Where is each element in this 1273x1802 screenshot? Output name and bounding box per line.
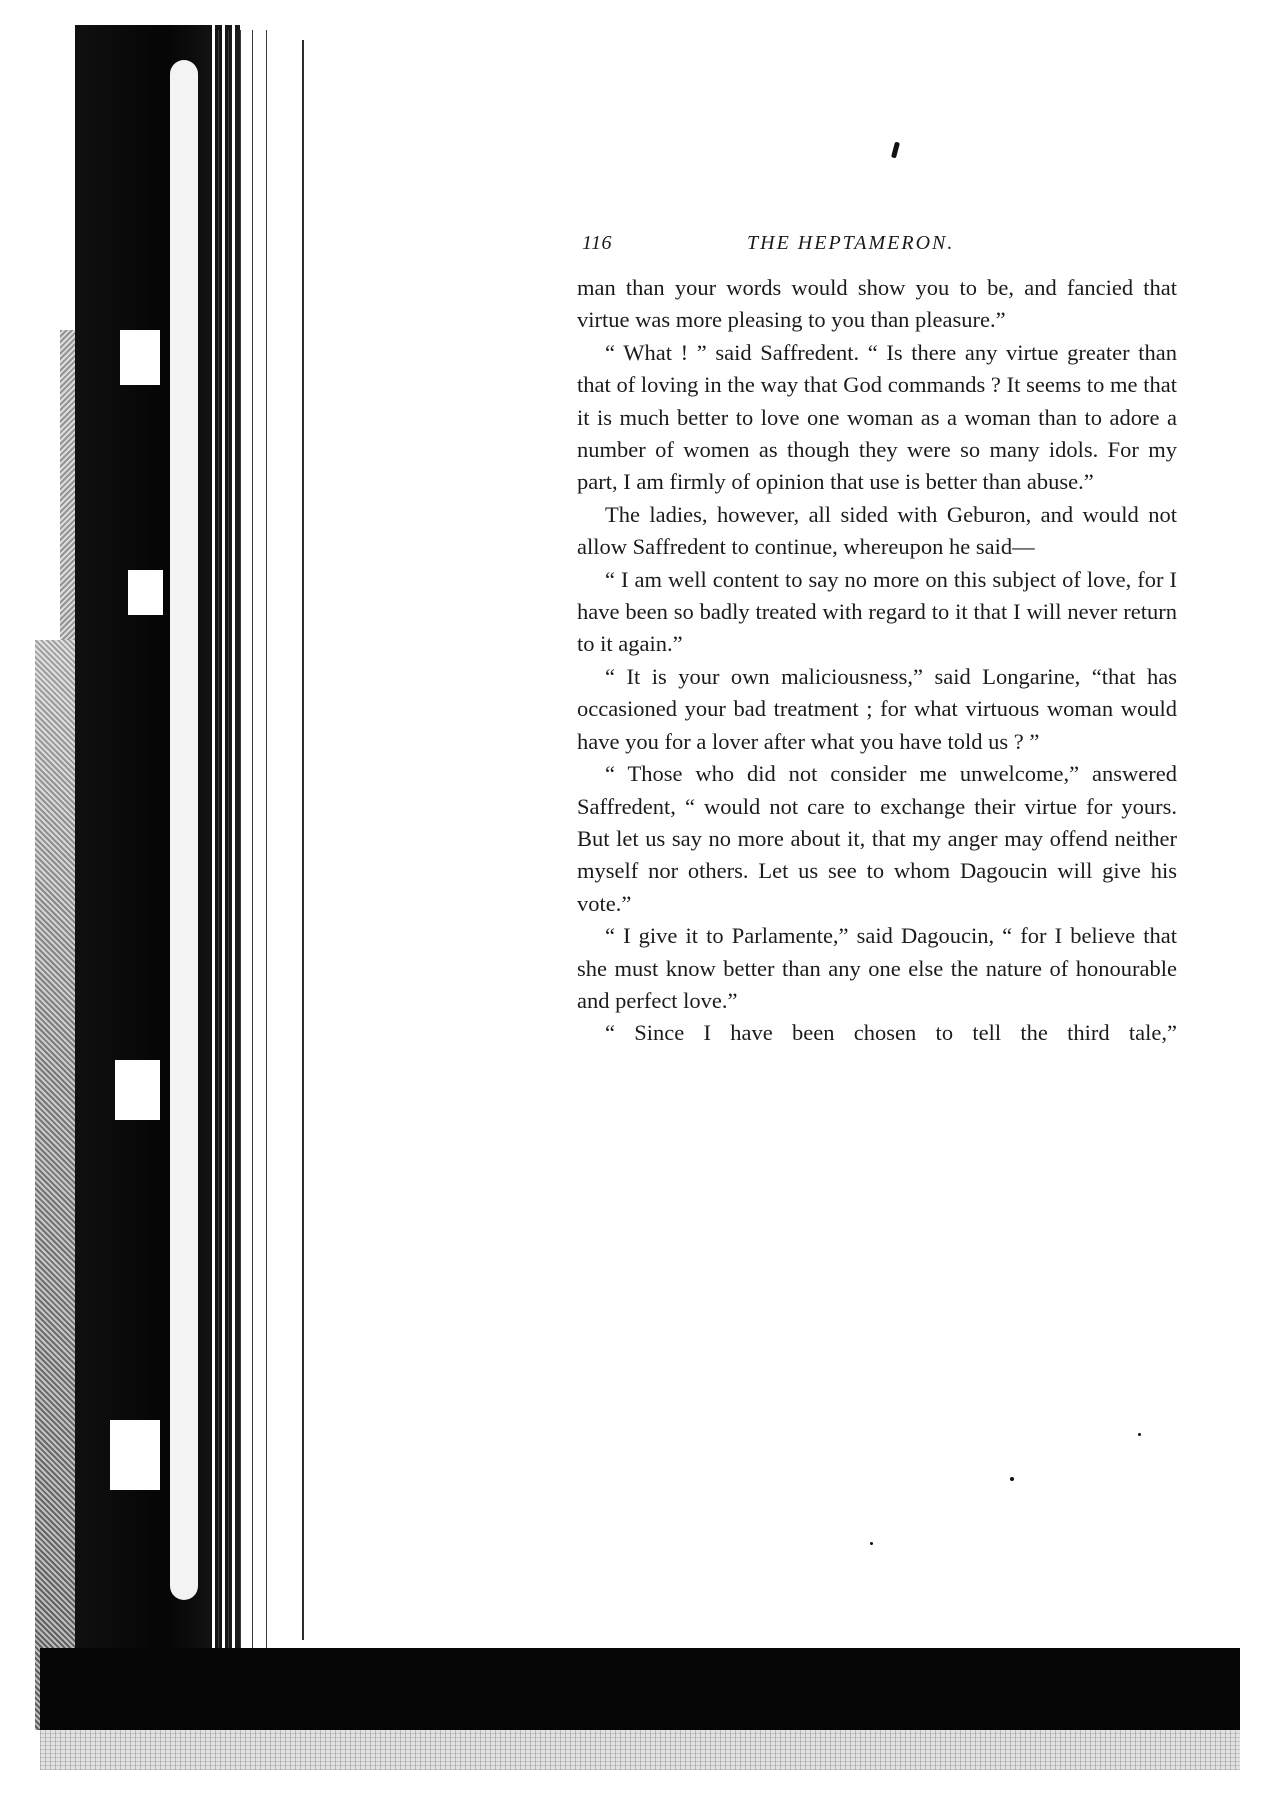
paragraph: “ I am well content to say no more on this subject of love, for I have been so badly treated with regard to it that I will never return to it again.” [577, 566, 1177, 657]
edge-highlight [115, 1060, 160, 1120]
ink-speck [1138, 1433, 1141, 1436]
paragraph: The ladies, however, all sided with Geburon, and would not allow Saffredent to continue, whereupon he said— [577, 501, 1177, 560]
paragraph: “ What ! ” said Saffredent. “ Is there any virtue greater than that of loving in the way that God commands ? It seems to me that it is much better to love one woman as a woman than to adore a number of women as though they were so many idols. For my part, I am firmly of opinion that use is better than abuse.” [577, 339, 1177, 495]
page-edge [212, 20, 215, 1670]
scan-bottom-band [40, 1648, 1240, 1730]
page-edge-line [228, 30, 229, 1660]
edge-highlight-strip [170, 60, 198, 1600]
running-head [577, 232, 1177, 262]
body-text [577, 272, 1177, 1050]
paragraph: man than your words would show you to be, and fancied that virtue was more pleasing to you than pleasure.” [577, 275, 1177, 333]
edge-highlight [128, 570, 163, 615]
paragraph: “ Since I have been chosen to tell the third tale,” [605, 1020, 1177, 1046]
paragraph: “ It is your own maliciousness,” said Longarine, “that has occasioned your bad treatment ; for what virtuous woman would have you for a lover after what you have told us ? ” [577, 663, 1177, 754]
running-title: THE HEPTAMERON. [747, 232, 955, 254]
page-edge-line [240, 30, 241, 1660]
book-page [577, 232, 1177, 1050]
ink-speck [891, 142, 900, 159]
ink-speck [1010, 1477, 1014, 1481]
page-edge-line [252, 30, 253, 1660]
paragraph: “ I give it to Parlamente,” said Dagoucin, “ for I believe that she must know better than any one else the nature of honourable and perfect love.” [577, 923, 1177, 1013]
ink-speck [870, 1542, 873, 1545]
page-fore-edge [302, 40, 304, 1640]
page-edge-line [266, 30, 267, 1660]
paragraph: “ Those who did not consider me unwelcome,” answered Saffredent, “ would not care to exchange their virtue for yours. But let us say no more about it, that my anger may offend neither myself nor others. Let us see to whom Dagoucin will give his vote.” [577, 761, 1177, 916]
page-edge [258, 20, 261, 1670]
page-edge [232, 20, 235, 1670]
scan-bottom-noise [40, 1730, 1240, 1770]
book-spine-edge [0, 0, 305, 1802]
page-edge [222, 20, 225, 1670]
edge-highlight [110, 1420, 160, 1490]
page-edge [244, 20, 247, 1670]
page-edge-line [218, 30, 219, 1660]
page-number: 116 [582, 232, 613, 254]
edge-highlight [120, 330, 160, 385]
